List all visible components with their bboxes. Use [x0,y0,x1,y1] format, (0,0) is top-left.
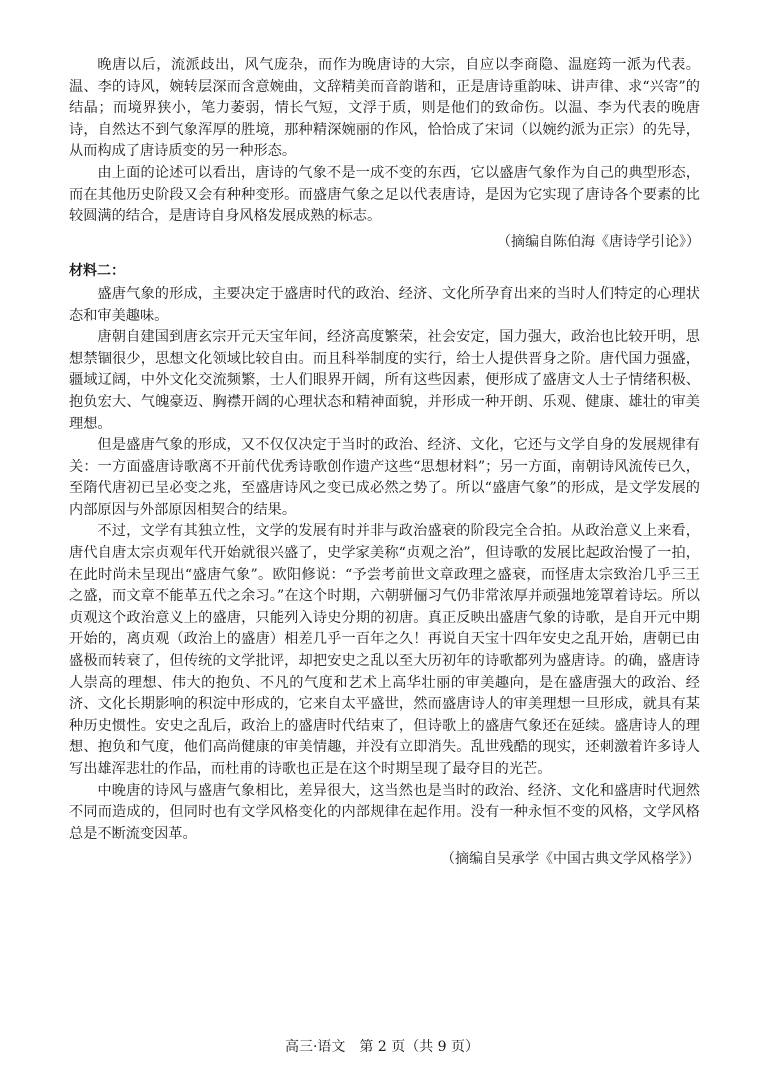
material1-paragraph-1: 晚唐以后，流派歧出，风气庞杂，而作为晚唐诗的大宗，自应以李商隐、温庭筠一派为代表。温、李的诗风，婉转层深而含意婉曲，文辞精美而音韵谐和，正是唐诗重韵味、讲声律、求“兴寄”的结晶；而境界狭小，笔力萎弱，情长气短，文浮于质，则是他们的致命伤。以温、李为代表的晚唐诗，自然达不到气象浑厚的胜境，那种精深婉丽的作风，恰恰成了宋词（以婉约派为正宗）的先导，从而构成了唐诗质变的另一种形态。 [69,57,700,160]
material2-heading: 材料二： [69,263,125,280]
material2-paragraph-4: 不过，文学有其独立性，文学的发展有时并非与政治盛衰的阶段完全合拍。从政治意义上来看，唐代自唐太宗贞观年代开始就很兴盛了，史学家美称“贞观之治”，但诗歌的发展比起政治慢了一拍，在此时尚未呈现出“盛唐气象”。欧阳修说：“予尝考前世文章政理之盛衰，而怪唐太宗致治几乎三王之盛，而文章不能革五代之余习。”在这个时期，六朝骈俪习气仍非常浓厚并顽强地笼罩着诗坛。所以贞观这个政治意义上的盛唐，只能列入诗史分期的初唐。真正反映出盛唐气象的诗歌，是自开元中期开始的，离贞观（政治上的盛唐）相差几乎一百年之久！再说自天宝十四年安史之乱开始，唐朝已由盛极而转衰了，但传统的文学批评，却把安史之乱以至大历初年的诗歌都列为盛唐诗。的确，盛唐诗人崇高的理想、伟大的抱负、不凡的气度和艺术上高华壮丽的审美趣向，是在盛唐强大的政治、经济、文化长期影响的积淀中形成的，它来自太平盛世，然而盛唐诗人的审美理想一旦形成，就具有某种历史惯性。安史之乱后，政治上的盛唐时代结束了，但诗歌上的盛唐气象还在延续。盛唐诗人的理想、抱负和气度，他们高尚健康的审美情趣，并没有立即消失。乱世残酷的现实，还刺激着许多诗人写出雄浑悲壮的作品，而杜甫的诗歌也正是在这个时期呈现了最夺目的光芒。 [69,523,700,777]
material2-paragraph-5: 中晚唐的诗风与盛唐气象相比，差异很大，这当然也是当时的政治、经济、文化和盛唐时代迥然不同而造成的，但同时也有文学风格变化的内部规律在起作用。没有一种永恒不变的风格，文学风格总是不断流变因革。 [69,782,700,842]
page-footer: 高三·语文 第 2 页（共 9 页） [284,1039,480,1055]
material2-paragraph-1: 盛唐气象的形成，主要决定于盛唐时代的政治、经济、文化所孕育出来的当时人们特定的心理状态和审美趣味。 [69,285,700,324]
material1-source: （摘编自陈伯海《唐诗学引论》） [497,233,700,250]
material2-source: （摘编自吴承学《中国古典文学风格学》） [441,851,700,868]
material2-paragraph-3: 但是盛唐气象的形成，又不仅仅决定于当时的政治、经济、文化，它还与文学自身的发展规律有关：一方面盛唐诗歌离不开前代优秀诗歌创作遗产这些“思想材料”；另一方面，南朝诗风流传已久，至隋代唐初已呈必变之兆，至盛唐诗风之变已成必然之势了。所以“盛唐气象”的形成，是文学发展的内部原因与外部原因相契合的结果。 [69,437,700,518]
material1-paragraph-2: 由上面的论述可以看出，唐诗的气象不是一成不变的东西，它以盛唐气象作为自己的典型形态，而在其他历史阶段又会有种种变形。而盛唐气象之足以代表唐诗，是因为它实现了唐诗各个要素的比较圆满的结合，是唐诗自身风格发展成熟的标志。 [69,164,700,225]
material2-paragraph-2: 唐朝自建国到唐玄宗开元天宝年间，经济高度繁荣，社会安定，国力强大，政治也比较开明，思想禁锢很少，思想文化领域比较自由。而且科举制度的实行，给士人提供晋身之阶。唐代国力强盛，疆域辽阔，中外文化交流频繁，士人们眼界开阔，所有这些因素，便形成了盛唐文人士子情绪积极、抱负宏大、气魄豪迈、胸襟开阔的心理状态和精神面貌，并形成一种开朗、乐观、健康、雄壮的审美理想。 [69,329,700,432]
